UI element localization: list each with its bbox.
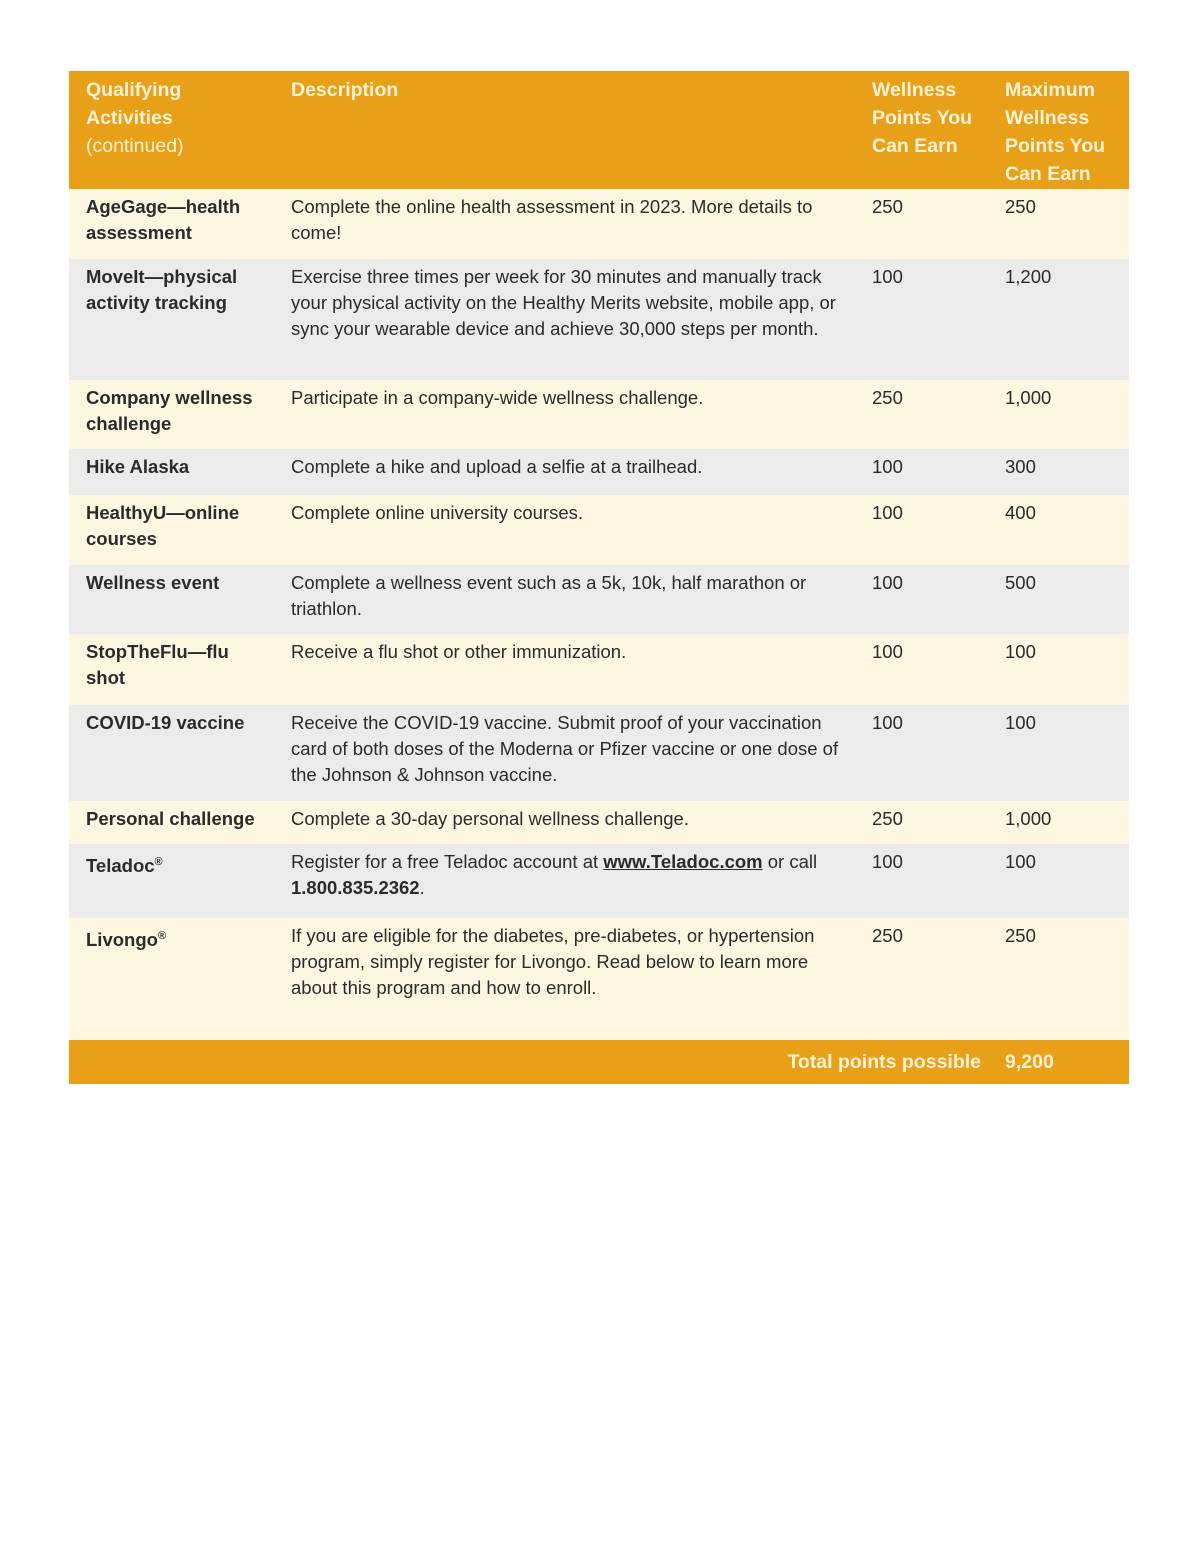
total-row bbox=[69, 1040, 1129, 1084]
points-value: 100 bbox=[872, 641, 903, 662]
activity-description: Complete online university courses. bbox=[291, 502, 584, 523]
table-row bbox=[69, 189, 1129, 259]
table-row bbox=[69, 844, 1129, 918]
description-text: Register for a free Teladoc account at bbox=[291, 851, 604, 872]
points-value: 100 bbox=[872, 456, 903, 477]
activity-name: StopTheFlu—flu shot bbox=[86, 641, 229, 688]
max-points-value: 1,000 bbox=[1005, 387, 1052, 408]
points-value: 100 bbox=[872, 266, 903, 287]
points-value: 100 bbox=[872, 712, 903, 733]
activity-name bbox=[69, 849, 274, 918]
activity-name: COVID-19 vaccine bbox=[86, 712, 245, 733]
header-text: Wellness bbox=[1005, 107, 1090, 129]
max-points-value: 100 bbox=[1005, 851, 1036, 872]
registered-mark: ® bbox=[157, 930, 167, 942]
table-row bbox=[69, 565, 1129, 634]
max-points-value: 1,000 bbox=[1005, 808, 1052, 829]
max-points-value: 400 bbox=[1005, 502, 1036, 523]
activity-name-text: Teladoc bbox=[86, 855, 155, 876]
activity-description: Complete a hike and upload a selfie at a trailhead. bbox=[291, 456, 703, 477]
activity-name: MoveIt—physical activity tracking bbox=[86, 266, 238, 313]
points-value: 100 bbox=[872, 572, 903, 593]
max-points-value: 250 bbox=[1005, 925, 1036, 946]
header-text: Wellness bbox=[872, 79, 957, 101]
activity-name: Hike Alaska bbox=[86, 456, 190, 477]
activity-name: HealthyU—online courses bbox=[86, 502, 240, 549]
table-row bbox=[69, 801, 1129, 844]
header-description: Description bbox=[291, 79, 399, 101]
activity-description: Complete a 30-day personal wellness challenge. bbox=[291, 808, 689, 829]
points-value: 250 bbox=[872, 196, 903, 217]
activity-description: Receive a flu shot or other immunization. bbox=[291, 641, 627, 662]
points-value: 250 bbox=[872, 808, 903, 829]
header-text: Points You bbox=[872, 107, 973, 129]
table-row bbox=[69, 495, 1129, 565]
activity-name: Wellness event bbox=[86, 572, 220, 593]
header-text: Qualifying bbox=[86, 79, 182, 101]
max-points-value: 300 bbox=[1005, 456, 1036, 477]
max-points-value: 250 bbox=[1005, 196, 1036, 217]
activity-name: AgeGage—health assessment bbox=[86, 196, 241, 243]
header-subtext: (continued) bbox=[86, 135, 184, 157]
header-maximum-points bbox=[987, 76, 1129, 189]
activity-description: Complete a wellness event such as a 5k, 10k, half marathon or triathlon. bbox=[291, 572, 807, 619]
max-points-value: 100 bbox=[1005, 712, 1036, 733]
max-points-value: 1,200 bbox=[1005, 266, 1052, 287]
activity-name-text: Livongo bbox=[86, 929, 158, 950]
max-points-value: 500 bbox=[1005, 572, 1036, 593]
table-row bbox=[69, 259, 1129, 380]
max-points-value: 100 bbox=[1005, 641, 1036, 662]
header-text: Maximum bbox=[1005, 79, 1095, 101]
description-text: or call bbox=[762, 851, 818, 872]
registered-mark: ® bbox=[154, 856, 163, 868]
activity-description bbox=[274, 849, 854, 918]
description-text: . bbox=[419, 877, 425, 898]
header-text: Activities bbox=[86, 107, 173, 129]
activity-description: If you are eligible for the diabetes, pre-diabetes, or hypertension program, simply register for Livongo. Read below to learn more about this program and how to enroll. bbox=[291, 925, 815, 998]
header-qualifying-activities bbox=[69, 76, 274, 189]
table-row bbox=[69, 634, 1129, 705]
header-text: Can Earn bbox=[1005, 163, 1091, 185]
points-value: 100 bbox=[872, 502, 903, 523]
activity-description: Participate in a company-wide wellness challenge. bbox=[291, 387, 704, 408]
activity-name: Company wellness challenge bbox=[86, 387, 253, 434]
table-row bbox=[69, 918, 1129, 1040]
activity-description: Complete the online health assessment in 2023. More details to come! bbox=[291, 196, 813, 243]
points-value: 250 bbox=[872, 387, 903, 408]
header-wellness-points bbox=[854, 76, 987, 189]
activity-name bbox=[69, 923, 274, 1040]
table-header bbox=[69, 71, 1129, 189]
wellness-activities-table bbox=[69, 71, 1129, 1084]
table-row bbox=[69, 705, 1129, 801]
activity-name: Personal challenge bbox=[86, 808, 255, 829]
activity-description: Receive the COVID-19 vaccine. Submit proof of your vaccination card of both doses of the Moderna or Pfizer vaccine or one dose of the Johnson & Johnson vaccine. bbox=[291, 712, 839, 785]
table-row bbox=[69, 449, 1129, 495]
header-text: Can Earn bbox=[872, 135, 958, 157]
table-row bbox=[69, 380, 1129, 449]
points-value: 250 bbox=[872, 925, 903, 946]
activity-description: Exercise three times per week for 30 minutes and manually track your physical activity on the Healthy Merits website, mobile app, or sync your wearable device and achieve 30,000 steps per month. bbox=[291, 266, 836, 339]
teladoc-link[interactable]: www.Teladoc.com bbox=[603, 851, 763, 872]
total-label: Total points possible bbox=[787, 1050, 981, 1073]
header-text: Points You bbox=[1005, 135, 1106, 157]
teladoc-phone: 1.800.835.2362 bbox=[291, 877, 420, 898]
total-value: 9,200 bbox=[1005, 1050, 1054, 1073]
points-value: 100 bbox=[872, 851, 903, 872]
